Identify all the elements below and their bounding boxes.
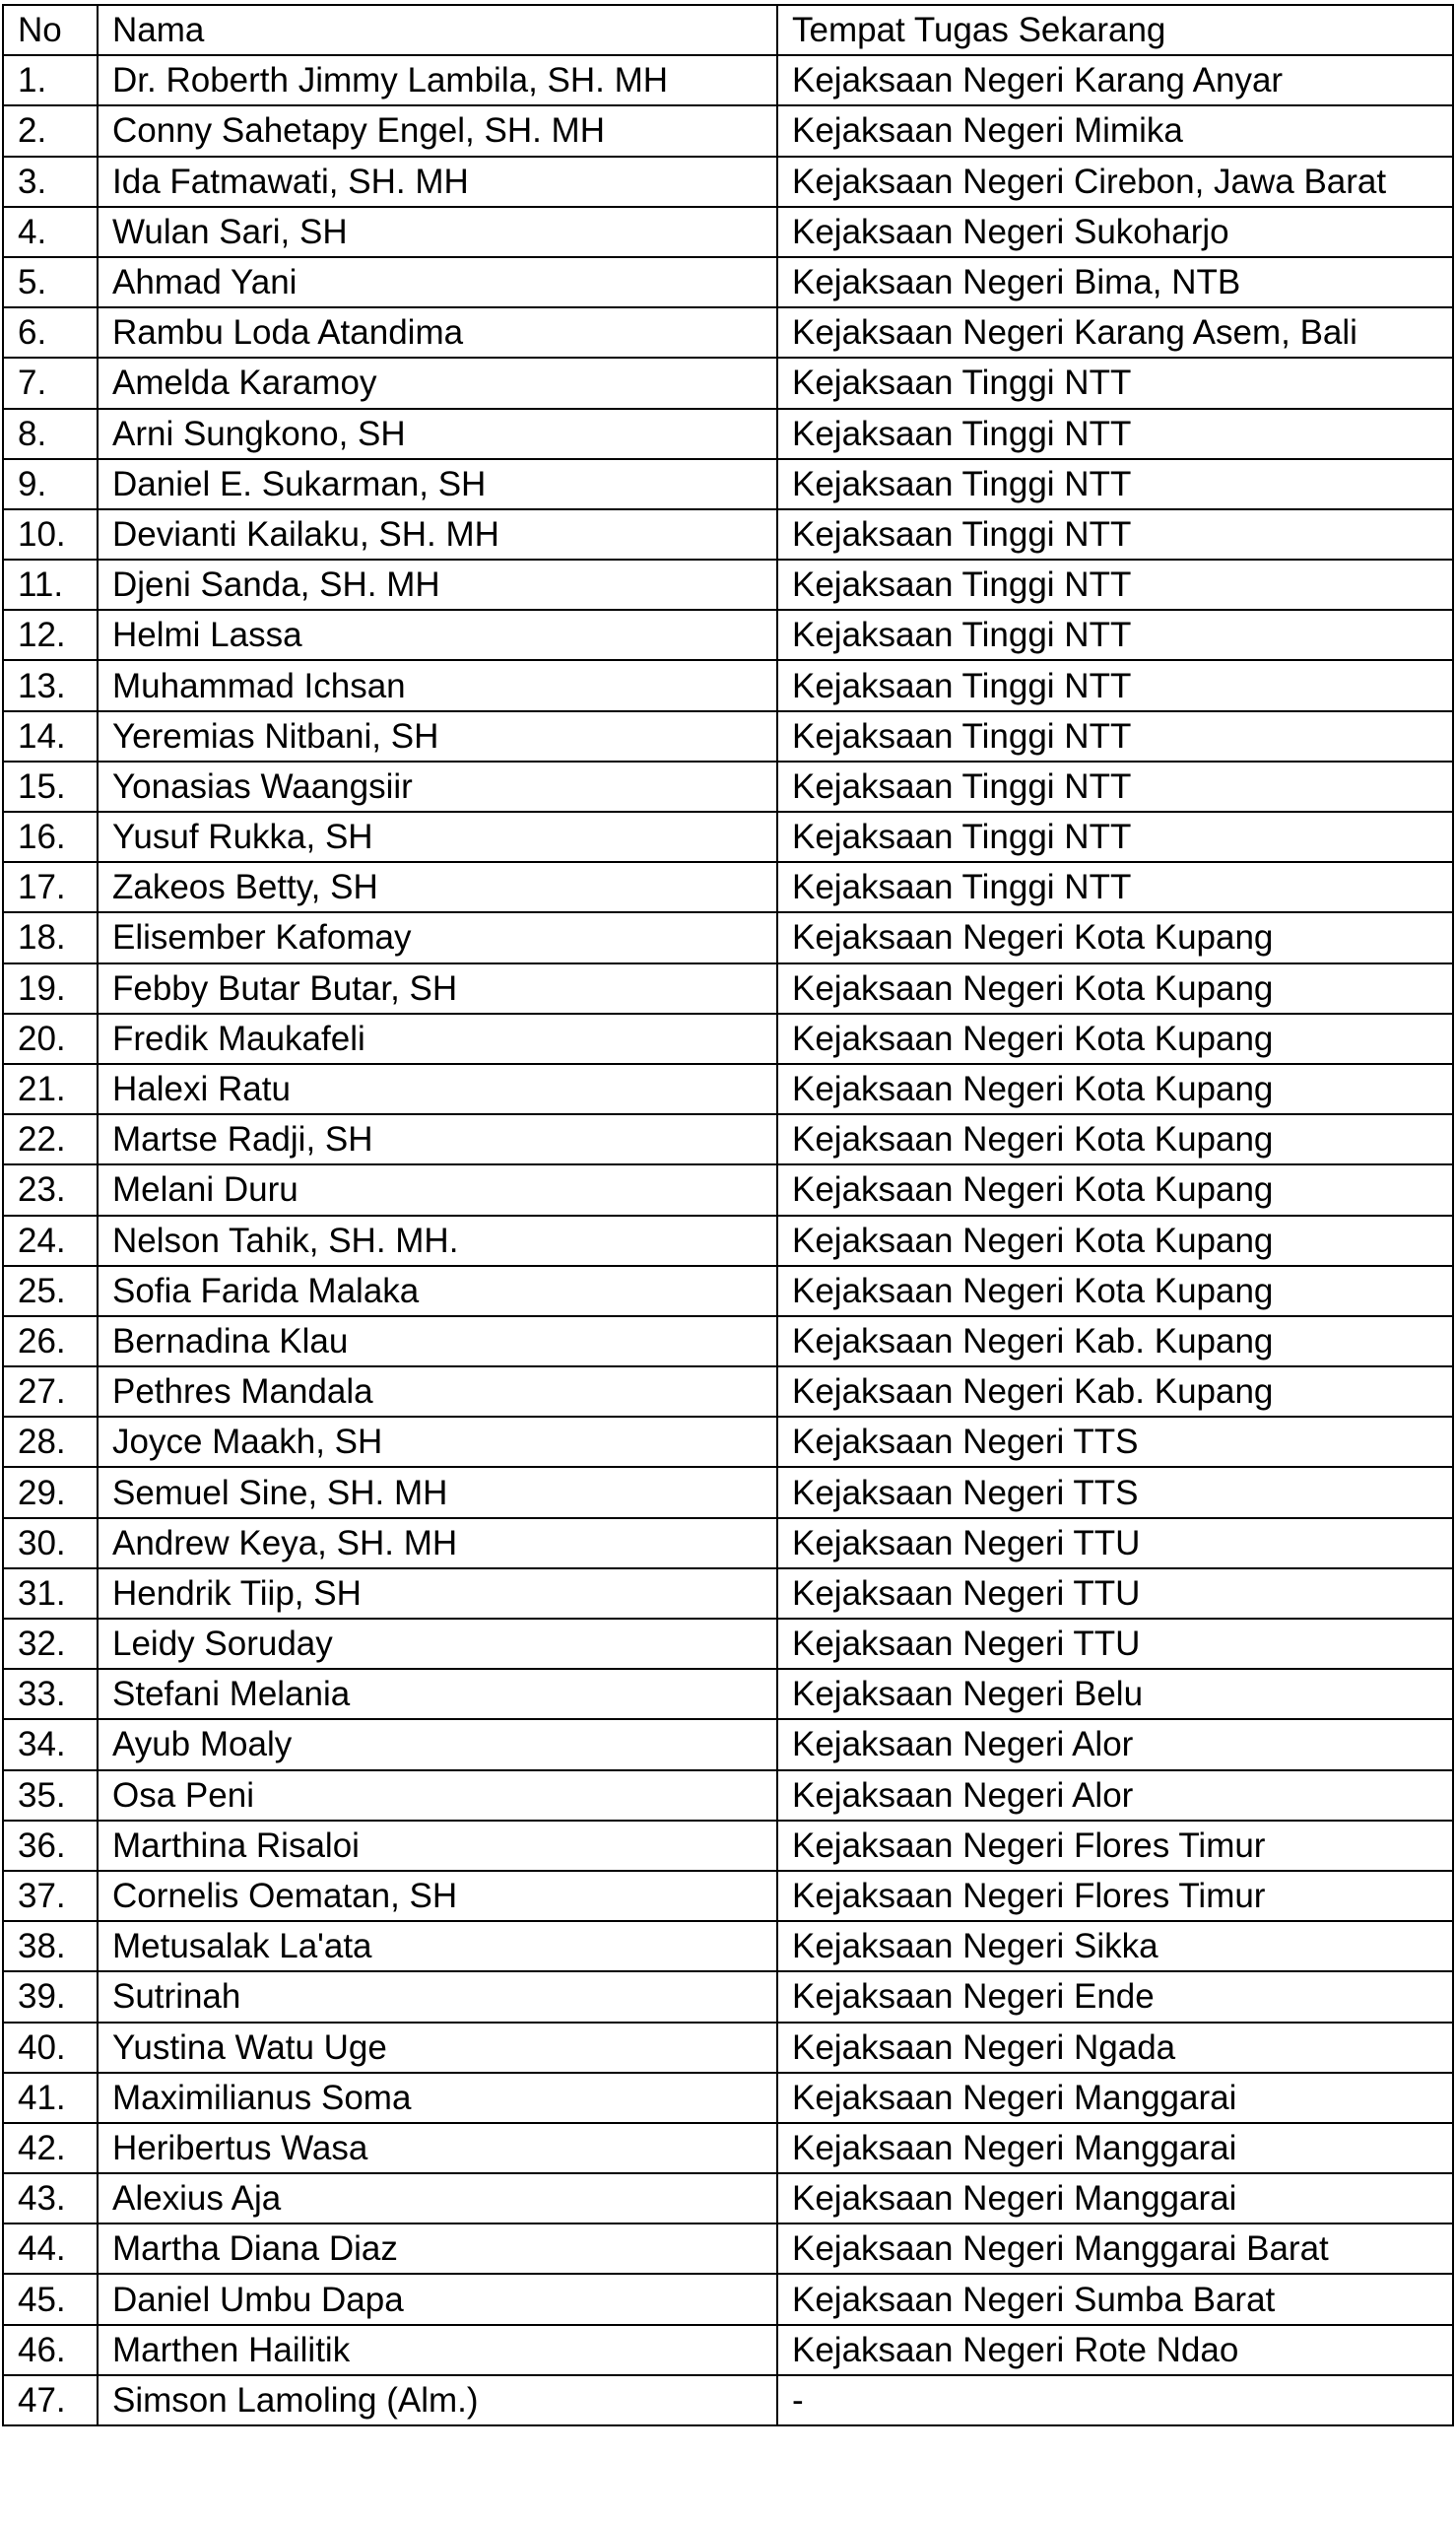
row-number-cell: 41. (3, 2073, 98, 2123)
row-name-cell: Metusalak La'ata (98, 1921, 777, 1971)
table-row (3, 660, 1453, 710)
row-name-cell: Daniel E. Sukarman, SH (98, 459, 777, 509)
table-row (3, 610, 1453, 660)
row-place-cell: Kejaksaan Tinggi NTT (777, 459, 1453, 509)
row-name-cell: Bernadina Klau (98, 1316, 777, 1366)
row-name-cell: Muhammad Ichsan (98, 660, 777, 710)
row-name-cell: Helmi Lassa (98, 610, 777, 660)
table-row (3, 1467, 1453, 1517)
row-number-cell: 21. (3, 1064, 98, 1114)
row-number-cell: 7. (3, 358, 98, 408)
row-name-cell: Yeremias Nitbani, SH (98, 711, 777, 762)
row-number-cell: 33. (3, 1669, 98, 1719)
row-name-cell: Ida Fatmawati, SH. MH (98, 157, 777, 207)
row-number-cell: 44. (3, 2223, 98, 2274)
table-row (3, 409, 1453, 459)
personnel-table (2, 4, 1454, 2426)
row-name-cell: Arni Sungkono, SH (98, 409, 777, 459)
row-place-cell: Kejaksaan Tinggi NTT (777, 358, 1453, 408)
row-name-cell: Ahmad Yani (98, 257, 777, 307)
row-place-cell: Kejaksaan Negeri Kota Kupang (777, 912, 1453, 962)
row-number-cell: 8. (3, 409, 98, 459)
row-number-cell: 16. (3, 812, 98, 862)
row-number-cell: 5. (3, 257, 98, 307)
row-place-cell: Kejaksaan Negeri Bima, NTB (777, 257, 1453, 307)
row-name-cell: Yusuf Rukka, SH (98, 812, 777, 862)
row-place-cell: Kejaksaan Negeri Cirebon, Jawa Barat (777, 157, 1453, 207)
row-name-cell: Yustina Watu Uge (98, 2023, 777, 2073)
table-row (3, 560, 1453, 610)
row-number-cell: 9. (3, 459, 98, 509)
row-number-cell: 34. (3, 1719, 98, 1769)
table-row (3, 1821, 1453, 1871)
row-place-cell: Kejaksaan Negeri Kota Kupang (777, 1266, 1453, 1316)
row-place-cell: Kejaksaan Negeri Rote Ndao (777, 2325, 1453, 2375)
table-row (3, 1921, 1453, 1971)
row-name-cell: Conny Sahetapy Engel, SH. MH (98, 105, 777, 156)
row-number-cell: 30. (3, 1518, 98, 1568)
row-place-cell: Kejaksaan Negeri Mimika (777, 105, 1453, 156)
row-place-cell: Kejaksaan Tinggi NTT (777, 660, 1453, 710)
row-place-cell: Kejaksaan Negeri Kota Kupang (777, 1014, 1453, 1064)
table-header (3, 5, 1453, 55)
header-no: No (3, 5, 98, 55)
row-number-cell: 32. (3, 1619, 98, 1669)
row-name-cell: Maximilianus Soma (98, 2073, 777, 2123)
header-place: Tempat Tugas Sekarang (777, 5, 1453, 55)
table-row (3, 2073, 1453, 2123)
row-place-cell: Kejaksaan Negeri Alor (777, 1770, 1453, 1821)
row-number-cell: 25. (3, 1266, 98, 1316)
row-name-cell: Dr. Roberth Jimmy Lambila, SH. MH (98, 55, 777, 105)
row-name-cell: Halexi Ratu (98, 1064, 777, 1114)
row-number-cell: 17. (3, 862, 98, 912)
table-row (3, 1164, 1453, 1215)
row-number-cell: 3. (3, 157, 98, 207)
row-name-cell: Amelda Karamoy (98, 358, 777, 408)
row-name-cell: Elisember Kafomay (98, 912, 777, 962)
row-name-cell: Devianti Kailaku, SH. MH (98, 509, 777, 560)
table-row (3, 358, 1453, 408)
row-name-cell: Martha Diana Diaz (98, 2223, 777, 2274)
row-number-cell: 24. (3, 1216, 98, 1266)
table-row (3, 1971, 1453, 2022)
row-name-cell: Semuel Sine, SH. MH (98, 1467, 777, 1517)
table-row (3, 1114, 1453, 1164)
row-name-cell: Zakeos Betty, SH (98, 862, 777, 912)
table-row (3, 509, 1453, 560)
table-row (3, 2173, 1453, 2223)
row-place-cell: Kejaksaan Negeri Sukoharjo (777, 207, 1453, 257)
table-row (3, 1064, 1453, 1114)
table-row (3, 459, 1453, 509)
row-name-cell: Fredik Maukafeli (98, 1014, 777, 1064)
row-place-cell: Kejaksaan Negeri Karang Asem, Bali (777, 307, 1453, 358)
row-number-cell: 47. (3, 2375, 98, 2425)
table-row (3, 762, 1453, 812)
row-number-cell: 46. (3, 2325, 98, 2375)
row-number-cell: 22. (3, 1114, 98, 1164)
row-name-cell: Osa Peni (98, 1770, 777, 1821)
row-number-cell: 28. (3, 1417, 98, 1467)
row-place-cell: Kejaksaan Negeri Manggarai (777, 2073, 1453, 2123)
row-number-cell: 39. (3, 1971, 98, 2022)
table-row (3, 257, 1453, 307)
row-place-cell: Kejaksaan Negeri Kota Kupang (777, 1164, 1453, 1215)
row-number-cell: 15. (3, 762, 98, 812)
row-number-cell: 37. (3, 1871, 98, 1921)
row-number-cell: 4. (3, 207, 98, 257)
table-row (3, 711, 1453, 762)
row-place-cell: Kejaksaan Negeri Kota Kupang (777, 1216, 1453, 1266)
row-place-cell: Kejaksaan Tinggi NTT (777, 812, 1453, 862)
table-row (3, 2325, 1453, 2375)
row-name-cell: Rambu Loda Atandima (98, 307, 777, 358)
table-row (3, 105, 1453, 156)
table-row (3, 1568, 1453, 1619)
row-place-cell: Kejaksaan Negeri TTU (777, 1518, 1453, 1568)
row-name-cell: Andrew Keya, SH. MH (98, 1518, 777, 1568)
table-row (3, 2223, 1453, 2274)
row-name-cell: Nelson Tahik, SH. MH. (98, 1216, 777, 1266)
row-number-cell: 38. (3, 1921, 98, 1971)
row-place-cell: Kejaksaan Negeri TTU (777, 1619, 1453, 1669)
row-place-cell: Kejaksaan Tinggi NTT (777, 409, 1453, 459)
table-row (3, 2274, 1453, 2324)
table-row (3, 55, 1453, 105)
row-number-cell: 43. (3, 2173, 98, 2223)
row-name-cell: Heribertus Wasa (98, 2123, 777, 2173)
row-name-cell: Wulan Sari, SH (98, 207, 777, 257)
row-number-cell: 35. (3, 1770, 98, 1821)
row-name-cell: Cornelis Oematan, SH (98, 1871, 777, 1921)
row-place-cell: Kejaksaan Negeri Flores Timur (777, 1821, 1453, 1871)
row-number-cell: 23. (3, 1164, 98, 1215)
row-place-cell: Kejaksaan Negeri Manggarai (777, 2123, 1453, 2173)
row-number-cell: 36. (3, 1821, 98, 1871)
table-row (3, 2123, 1453, 2173)
table-row (3, 1014, 1453, 1064)
row-name-cell: Simson Lamoling (Alm.) (98, 2375, 777, 2425)
row-place-cell: Kejaksaan Negeri Ngada (777, 2023, 1453, 2073)
row-place-cell: Kejaksaan Negeri Kab. Kupang (777, 1316, 1453, 1366)
header-row (3, 5, 1453, 55)
row-number-cell: 18. (3, 912, 98, 962)
row-place-cell: Kejaksaan Negeri TTS (777, 1417, 1453, 1467)
row-number-cell: 42. (3, 2123, 98, 2173)
row-place-cell: Kejaksaan Negeri TTS (777, 1467, 1453, 1517)
row-place-cell: Kejaksaan Negeri Sumba Barat (777, 2274, 1453, 2324)
row-number-cell: 40. (3, 2023, 98, 2073)
row-place-cell: Kejaksaan Negeri Ende (777, 1971, 1453, 2022)
row-number-cell: 1. (3, 55, 98, 105)
table-row (3, 1216, 1453, 1266)
row-number-cell: 10. (3, 509, 98, 560)
row-place-cell: Kejaksaan Negeri Manggarai Barat (777, 2223, 1453, 2274)
row-place-cell: Kejaksaan Tinggi NTT (777, 762, 1453, 812)
row-place-cell: Kejaksaan Tinggi NTT (777, 610, 1453, 660)
table-row (3, 862, 1453, 912)
row-place-cell: Kejaksaan Negeri Flores Timur (777, 1871, 1453, 1921)
row-place-cell: - (777, 2375, 1453, 2425)
row-name-cell: Marthen Hailitik (98, 2325, 777, 2375)
table-row (3, 1266, 1453, 1316)
table-row (3, 1366, 1453, 1417)
row-name-cell: Melani Duru (98, 1164, 777, 1215)
row-name-cell: Joyce Maakh, SH (98, 1417, 777, 1467)
row-number-cell: 12. (3, 610, 98, 660)
table-row (3, 1316, 1453, 1366)
row-number-cell: 19. (3, 963, 98, 1014)
table-row (3, 307, 1453, 358)
row-name-cell: Daniel Umbu Dapa (98, 2274, 777, 2324)
table-row (3, 2375, 1453, 2425)
table-row (3, 1417, 1453, 1467)
row-name-cell: Febby Butar Butar, SH (98, 963, 777, 1014)
table-row (3, 963, 1453, 1014)
row-place-cell: Kejaksaan Negeri Alor (777, 1719, 1453, 1769)
row-number-cell: 26. (3, 1316, 98, 1366)
row-place-cell: Kejaksaan Tinggi NTT (777, 862, 1453, 912)
row-name-cell: Ayub Moaly (98, 1719, 777, 1769)
row-name-cell: Djeni Sanda, SH. MH (98, 560, 777, 610)
row-place-cell: Kejaksaan Negeri Kab. Kupang (777, 1366, 1453, 1417)
table-row (3, 1619, 1453, 1669)
table-row (3, 1871, 1453, 1921)
row-place-cell: Kejaksaan Tinggi NTT (777, 509, 1453, 560)
row-name-cell: Sofia Farida Malaka (98, 1266, 777, 1316)
row-name-cell: Pethres Mandala (98, 1366, 777, 1417)
row-name-cell: Stefani Melania (98, 1669, 777, 1719)
table-row (3, 2023, 1453, 2073)
table-body (3, 55, 1453, 2425)
row-number-cell: 6. (3, 307, 98, 358)
row-place-cell: Kejaksaan Tinggi NTT (777, 560, 1453, 610)
row-number-cell: 27. (3, 1366, 98, 1417)
row-place-cell: Kejaksaan Negeri Kota Kupang (777, 1114, 1453, 1164)
row-number-cell: 2. (3, 105, 98, 156)
row-name-cell: Yonasias Waangsiir (98, 762, 777, 812)
row-place-cell: Kejaksaan Negeri TTU (777, 1568, 1453, 1619)
table-row (3, 912, 1453, 962)
row-number-cell: 31. (3, 1568, 98, 1619)
row-place-cell: Kejaksaan Negeri Sikka (777, 1921, 1453, 1971)
row-name-cell: Martse Radji, SH (98, 1114, 777, 1164)
row-number-cell: 14. (3, 711, 98, 762)
header-name: Nama (98, 5, 777, 55)
row-place-cell: Kejaksaan Negeri Manggarai (777, 2173, 1453, 2223)
row-place-cell: Kejaksaan Negeri Karang Anyar (777, 55, 1453, 105)
row-name-cell: Hendrik Tiip, SH (98, 1568, 777, 1619)
table-row (3, 1719, 1453, 1769)
row-number-cell: 45. (3, 2274, 98, 2324)
row-name-cell: Leidy Soruday (98, 1619, 777, 1669)
row-place-cell: Kejaksaan Negeri Kota Kupang (777, 963, 1453, 1014)
table-row (3, 1669, 1453, 1719)
row-number-cell: 11. (3, 560, 98, 610)
table-row (3, 157, 1453, 207)
table-row (3, 1518, 1453, 1568)
row-number-cell: 29. (3, 1467, 98, 1517)
row-place-cell: Kejaksaan Negeri Belu (777, 1669, 1453, 1719)
row-place-cell: Kejaksaan Negeri Kota Kupang (777, 1064, 1453, 1114)
table-row (3, 1770, 1453, 1821)
row-number-cell: 13. (3, 660, 98, 710)
table-row (3, 812, 1453, 862)
row-number-cell: 20. (3, 1014, 98, 1064)
row-name-cell: Marthina Risaloi (98, 1821, 777, 1871)
row-name-cell: Alexius Aja (98, 2173, 777, 2223)
table-row (3, 207, 1453, 257)
row-place-cell: Kejaksaan Tinggi NTT (777, 711, 1453, 762)
row-name-cell: Sutrinah (98, 1971, 777, 2022)
